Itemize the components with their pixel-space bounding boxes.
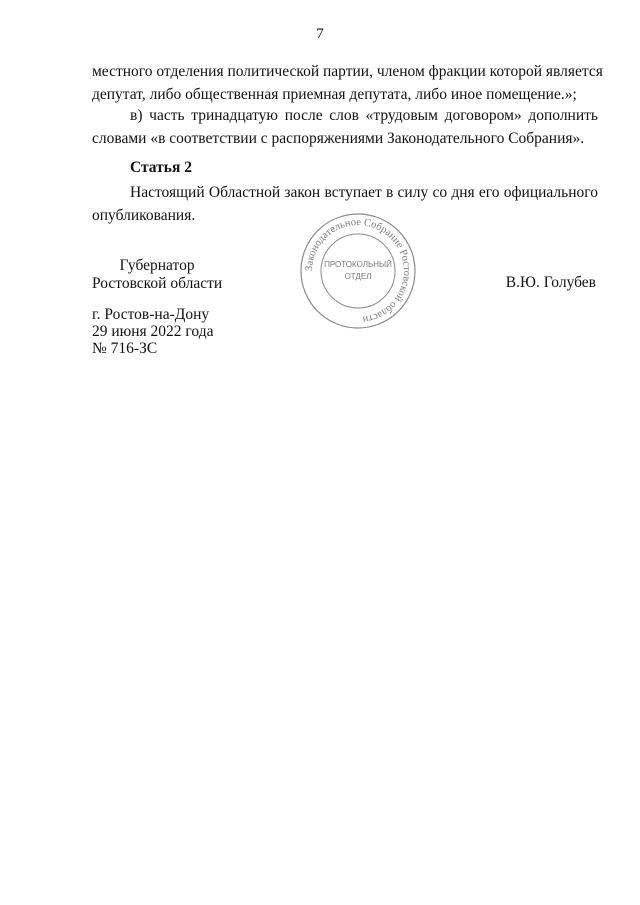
page-number: 7 xyxy=(316,26,324,42)
official-seal-stamp xyxy=(296,209,420,333)
text-line: местного отделения политической партии, членом фракции которой является xyxy=(92,63,603,80)
text-line: словами «в соответствии с распоряжениями Законодательного Собрания». xyxy=(92,130,585,147)
place-date-number xyxy=(92,306,213,357)
text-line: депутат, либо общественная приемная депутата, либо иное помещение.»; xyxy=(92,86,577,103)
seal-stamp-line: ОТДЕЛ xyxy=(344,272,372,281)
svg-text:Законодательное Собрание Росто xyxy=(304,217,412,325)
text-line: в) часть тринадцатую после слов «трудовым договором» дополнить xyxy=(130,107,598,124)
paragraph-continuation xyxy=(92,60,603,106)
signature-title-line: Губернатор xyxy=(119,257,195,274)
paragraph-amendment xyxy=(92,104,598,150)
city: г. Ростов-на-Дону xyxy=(92,306,210,323)
signature-title xyxy=(92,257,222,293)
signatory-name: В.Ю. Голубев xyxy=(505,274,596,291)
seal-ring-text: Законодательное Собрание Ростовской области xyxy=(303,216,413,325)
seal-stamp-line: ПРОТОКОЛЬНЫЙ xyxy=(324,260,392,269)
article-heading: Статья 2 xyxy=(130,159,192,176)
text-line: Настоящий Областной закон вступает в силу со дня его официального xyxy=(130,184,598,201)
law-number: № 716-ЗС xyxy=(92,340,158,357)
law-date: 29 июня 2022 года xyxy=(92,323,214,340)
text-line: опубликования. xyxy=(92,207,196,224)
signature-title-line: Ростовской области xyxy=(92,275,223,292)
